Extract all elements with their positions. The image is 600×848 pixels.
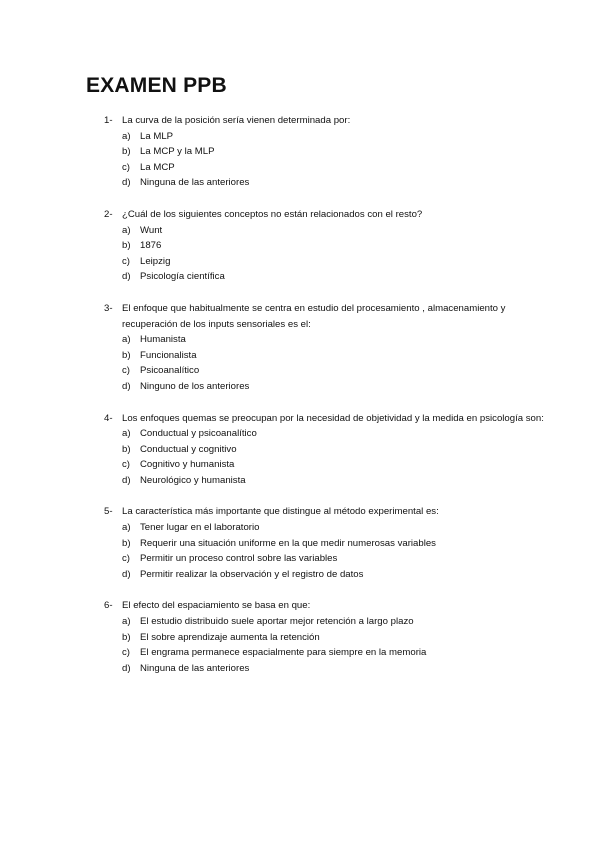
question-3 (104, 301, 544, 395)
option-text: Neurológico y humanista (140, 474, 246, 486)
option-list (104, 129, 544, 191)
page-title: EXAMEN PPB (86, 74, 227, 97)
question-5 (104, 504, 544, 582)
option-item (122, 457, 544, 473)
option-item (122, 630, 544, 646)
option-text: 1876 (140, 240, 162, 252)
option-list (104, 520, 544, 582)
option-text: Ninguna de las anteriores (140, 662, 250, 674)
option-letter: c) (122, 161, 130, 173)
option-text: Ninguna de las anteriores (140, 177, 250, 189)
option-text: La MCP (140, 161, 175, 173)
question-row (104, 504, 544, 520)
option-item (122, 379, 544, 395)
option-letter: c) (122, 365, 130, 377)
option-item (122, 442, 544, 458)
question-row (104, 411, 544, 427)
question-text: El enfoque que habitualmente se centra en estudio del procesamiento , almacenamiento y recuperación de los inputs sensoriales es el: (122, 302, 506, 330)
question-text: La característica más importante que distingue al método experimental es: (122, 506, 439, 518)
option-letter: a) (122, 522, 131, 534)
option-letter: b) (122, 631, 131, 643)
question-4 (104, 411, 544, 489)
option-text: Wunt (140, 224, 163, 236)
option-text: Leipzig (140, 255, 171, 267)
option-text: La MLP (140, 130, 174, 142)
option-letter: b) (122, 443, 131, 455)
option-letter: d) (122, 271, 131, 283)
option-letter: d) (122, 474, 131, 486)
option-item (122, 473, 544, 489)
option-item (122, 645, 544, 661)
option-item (122, 614, 544, 630)
option-text: Permitir un proceso control sobre las variables (140, 553, 338, 565)
option-text: El estudio distribuido suele aportar mejor retención a largo plazo (140, 616, 414, 628)
option-letter: c) (122, 647, 130, 659)
question-text: Los enfoques quemas se preocupan por la necesidad de objetividad y la medida en psicología son: (122, 412, 544, 424)
option-letter: c) (122, 553, 130, 565)
option-letter: b) (122, 349, 131, 361)
option-text: Permitir realizar la observación y el registro de datos (140, 568, 364, 580)
question-list (104, 113, 544, 692)
option-text: Requerir una situación uniforme en la que medir numerosas variables (140, 537, 436, 549)
option-text: Ninguno de los anteriores (140, 380, 250, 392)
option-letter: a) (122, 616, 131, 628)
option-text: Psicoanalítico (140, 365, 200, 377)
question-1 (104, 113, 544, 191)
option-letter: b) (122, 146, 131, 158)
option-item (122, 269, 544, 285)
question-number: 6- (104, 600, 113, 612)
option-item (122, 536, 544, 552)
option-item (122, 363, 544, 379)
option-letter: a) (122, 334, 131, 346)
option-item (122, 144, 544, 160)
option-letter: c) (122, 459, 130, 471)
option-item (122, 129, 544, 145)
question-row (104, 598, 544, 614)
option-letter: a) (122, 428, 131, 440)
option-text: El sobre aprendizaje aumenta la retención (140, 631, 320, 643)
option-text: Tener lugar en el laboratorio (140, 522, 260, 534)
option-item (122, 551, 544, 567)
option-text: Psicología científica (140, 271, 225, 283)
question-number: 1- (104, 115, 113, 126)
option-list (104, 332, 544, 394)
option-text: Conductual y psicoanalítico (140, 428, 257, 440)
question-number: 2- (104, 208, 113, 220)
option-item (122, 254, 544, 270)
option-item (122, 238, 544, 254)
question-number: 3- (104, 302, 113, 314)
option-letter: d) (122, 380, 131, 392)
option-letter: c) (122, 255, 130, 267)
option-item (122, 520, 544, 536)
option-item (122, 175, 544, 191)
option-letter: d) (122, 177, 131, 189)
option-text: Funcionalista (140, 349, 197, 361)
option-text: La MCP y la MLP (140, 146, 215, 158)
question-row (104, 207, 544, 223)
option-letter: b) (122, 240, 131, 252)
option-letter: b) (122, 537, 131, 549)
question-text: ¿Cuál de los siguientes conceptos no están relacionados con el resto? (122, 208, 423, 220)
option-item (122, 567, 544, 583)
option-item (122, 332, 544, 348)
question-2 (104, 207, 544, 285)
question-text: El efecto del espaciamiento se basa en que: (122, 600, 311, 612)
option-text: El engrama permanece espacialmente para siempre en la memoria (140, 647, 427, 659)
option-text: Humanista (140, 334, 186, 346)
option-letter: a) (122, 130, 131, 142)
option-text: Conductual y cognitivo (140, 443, 237, 455)
question-6 (104, 598, 544, 676)
question-text: La curva de la posición sería vienen determinada por: (122, 115, 351, 126)
option-item (122, 348, 544, 364)
question-number: 4- (104, 412, 113, 424)
option-letter: d) (122, 568, 131, 580)
option-item (122, 223, 544, 239)
option-list (104, 426, 544, 488)
option-letter: d) (122, 662, 131, 674)
question-row (104, 301, 544, 332)
option-item (122, 661, 544, 677)
option-list (104, 223, 544, 285)
option-text: Cognitivo y humanista (140, 459, 235, 471)
option-letter: a) (122, 224, 131, 236)
option-list (104, 614, 544, 676)
question-number: 5- (104, 506, 113, 518)
option-item (122, 426, 544, 442)
question-row (104, 113, 544, 129)
option-item (122, 160, 544, 176)
